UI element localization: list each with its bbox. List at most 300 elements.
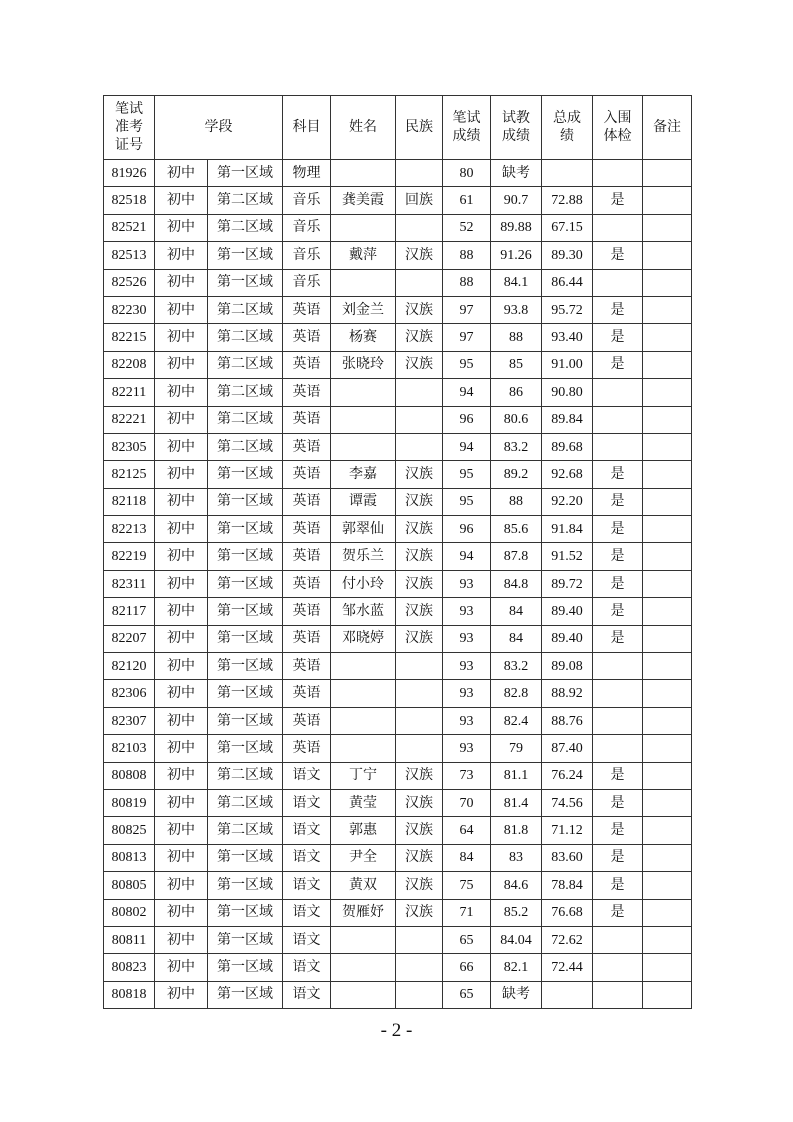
cell-exam-id: 82221: [104, 406, 155, 433]
table-row: [104, 762, 692, 789]
cell-ethnicity: 汉族: [396, 872, 443, 899]
cell-stage: 初中: [155, 735, 208, 762]
cell-notes: [643, 598, 692, 625]
cell-written-score: 95: [443, 461, 491, 488]
cell-shortlisted: 是: [593, 543, 643, 570]
cell-region: 第二区域: [208, 379, 283, 406]
cell-name: 杨赛: [331, 324, 396, 351]
cell-notes: [643, 379, 692, 406]
cell-trial-score: 88: [491, 488, 542, 515]
cell-shortlisted: [593, 954, 643, 981]
cell-written-score: 52: [443, 214, 491, 241]
cell-notes: [643, 680, 692, 707]
cell-total-score: 91.84: [542, 516, 593, 543]
cell-ethnicity: 汉族: [396, 516, 443, 543]
cell-stage: 初中: [155, 872, 208, 899]
cell-written-score: 94: [443, 379, 491, 406]
cell-written-score: 66: [443, 954, 491, 981]
cell-exam-id: 82125: [104, 461, 155, 488]
cell-total-score: 71.12: [542, 817, 593, 844]
cell-region: 第一区域: [208, 269, 283, 296]
cell-ethnicity: 汉族: [396, 488, 443, 515]
cell-total-score: [542, 160, 593, 187]
cell-subject: 物理: [283, 160, 331, 187]
cell-name: 黄莹: [331, 789, 396, 816]
cell-region: 第二区域: [208, 351, 283, 378]
cell-shortlisted: 是: [593, 461, 643, 488]
cell-exam-id: 82117: [104, 598, 155, 625]
cell-subject: 语文: [283, 762, 331, 789]
cell-subject: 英语: [283, 433, 331, 460]
cell-name: 贺雁妤: [331, 899, 396, 926]
cell-stage: 初中: [155, 817, 208, 844]
cell-region: 第一区域: [208, 461, 283, 488]
cell-name: [331, 735, 396, 762]
cell-total-score: 88.92: [542, 680, 593, 707]
cell-ethnicity: [396, 926, 443, 953]
cell-total-score: 78.84: [542, 872, 593, 899]
cell-subject: 音乐: [283, 269, 331, 296]
cell-subject: 英语: [283, 296, 331, 323]
cell-region: 第一区域: [208, 598, 283, 625]
cell-region: 第一区域: [208, 543, 283, 570]
cell-exam-id: 82230: [104, 296, 155, 323]
cell-region: 第二区域: [208, 762, 283, 789]
cell-total-score: 76.24: [542, 762, 593, 789]
cell-exam-id: 82211: [104, 379, 155, 406]
cell-exam-id: 81926: [104, 160, 155, 187]
cell-notes: [643, 899, 692, 926]
cell-stage: 初中: [155, 242, 208, 269]
table-row: [104, 187, 692, 214]
cell-total-score: 88.76: [542, 707, 593, 734]
cell-subject: 英语: [283, 598, 331, 625]
cell-region: 第一区域: [208, 625, 283, 652]
cell-exam-id: 82103: [104, 735, 155, 762]
cell-written-score: 93: [443, 653, 491, 680]
cell-shortlisted: 是: [593, 351, 643, 378]
cell-notes: [643, 981, 692, 1008]
cell-trial-score: 86: [491, 379, 542, 406]
cell-name: 付小玲: [331, 570, 396, 597]
cell-notes: [643, 707, 692, 734]
cell-written-score: 96: [443, 406, 491, 433]
cell-name: 谭霞: [331, 488, 396, 515]
cell-total-score: 89.68: [542, 433, 593, 460]
cell-shortlisted: 是: [593, 488, 643, 515]
cell-shortlisted: [593, 160, 643, 187]
cell-notes: [643, 214, 692, 241]
cell-trial-score: 91.26: [491, 242, 542, 269]
cell-written-score: 95: [443, 351, 491, 378]
table-row: [104, 625, 692, 652]
page-number: - 2 -: [380, 1020, 413, 1041]
cell-total-score: [542, 981, 593, 1008]
cell-shortlisted: 是: [593, 762, 643, 789]
cell-notes: [643, 872, 692, 899]
cell-stage: 初中: [155, 954, 208, 981]
cell-ethnicity: [396, 653, 443, 680]
cell-name: [331, 269, 396, 296]
cell-stage: 初中: [155, 488, 208, 515]
cell-stage: 初中: [155, 680, 208, 707]
cell-trial-score: 缺考: [491, 981, 542, 1008]
cell-trial-score: 87.8: [491, 543, 542, 570]
cell-trial-score: 85: [491, 351, 542, 378]
cell-subject: 音乐: [283, 187, 331, 214]
table-row: [104, 598, 692, 625]
cell-ethnicity: [396, 735, 443, 762]
cell-trial-score: 84.04: [491, 926, 542, 953]
header-shortlist-label: 入围体检: [603, 110, 632, 144]
cell-total-score: 74.56: [542, 789, 593, 816]
cell-shortlisted: 是: [593, 242, 643, 269]
cell-exam-id: 82526: [104, 269, 155, 296]
cell-notes: [643, 735, 692, 762]
cell-region: 第一区域: [208, 735, 283, 762]
cell-region: 第二区域: [208, 406, 283, 433]
cell-name: 张晓玲: [331, 351, 396, 378]
cell-ethnicity: [396, 160, 443, 187]
cell-total-score: 89.84: [542, 406, 593, 433]
cell-shortlisted: 是: [593, 296, 643, 323]
cell-notes: [643, 406, 692, 433]
cell-total-score: 89.08: [542, 653, 593, 680]
cell-name: 戴萍: [331, 242, 396, 269]
cell-written-score: 64: [443, 817, 491, 844]
cell-notes: [643, 433, 692, 460]
cell-stage: 初中: [155, 160, 208, 187]
cell-name: [331, 406, 396, 433]
cell-stage: 初中: [155, 899, 208, 926]
cell-ethnicity: 回族: [396, 187, 443, 214]
cell-name: [331, 160, 396, 187]
cell-trial-score: 85.6: [491, 516, 542, 543]
cell-notes: [643, 543, 692, 570]
cell-trial-score: 81.4: [491, 789, 542, 816]
cell-shortlisted: [593, 653, 643, 680]
table-row: [104, 872, 692, 899]
cell-subject: 语文: [283, 872, 331, 899]
header-written: [443, 96, 491, 160]
cell-region: 第二区域: [208, 296, 283, 323]
cell-shortlisted: 是: [593, 625, 643, 652]
cell-region: 第一区域: [208, 954, 283, 981]
cell-name: [331, 214, 396, 241]
cell-ethnicity: 汉族: [396, 625, 443, 652]
cell-exam-id: 82208: [104, 351, 155, 378]
cell-shortlisted: [593, 926, 643, 953]
cell-stage: 初中: [155, 707, 208, 734]
cell-trial-score: 85.2: [491, 899, 542, 926]
cell-exam-id: 82215: [104, 324, 155, 351]
cell-notes: [643, 160, 692, 187]
cell-name: [331, 653, 396, 680]
cell-ethnicity: 汉族: [396, 598, 443, 625]
cell-total-score: 67.15: [542, 214, 593, 241]
cell-shortlisted: [593, 406, 643, 433]
table-row: [104, 214, 692, 241]
results-table: [103, 95, 692, 1009]
cell-shortlisted: [593, 735, 643, 762]
cell-shortlisted: 是: [593, 899, 643, 926]
cell-subject: 英语: [283, 351, 331, 378]
cell-total-score: 92.68: [542, 461, 593, 488]
cell-exam-id: 80811: [104, 926, 155, 953]
cell-trial-score: 83.2: [491, 653, 542, 680]
table-row: [104, 379, 692, 406]
cell-region: 第一区域: [208, 872, 283, 899]
cell-name: 李嘉: [331, 461, 396, 488]
cell-stage: 初中: [155, 406, 208, 433]
cell-trial-score: 84.8: [491, 570, 542, 597]
table-row: [104, 817, 692, 844]
cell-ethnicity: 汉族: [396, 461, 443, 488]
cell-stage: 初中: [155, 324, 208, 351]
cell-name: 丁宁: [331, 762, 396, 789]
cell-stage: 初中: [155, 269, 208, 296]
cell-written-score: 95: [443, 488, 491, 515]
cell-total-score: 93.40: [542, 324, 593, 351]
header-stage: 学段: [155, 96, 283, 160]
cell-written-score: 80: [443, 160, 491, 187]
cell-name: 贺乐兰: [331, 543, 396, 570]
cell-region: 第一区域: [208, 242, 283, 269]
cell-ethnicity: [396, 406, 443, 433]
cell-exam-id: 82213: [104, 516, 155, 543]
cell-total-score: 95.72: [542, 296, 593, 323]
cell-exam-id: 82311: [104, 570, 155, 597]
cell-shortlisted: [593, 433, 643, 460]
cell-stage: 初中: [155, 926, 208, 953]
cell-total-score: 91.00: [542, 351, 593, 378]
cell-stage: 初中: [155, 516, 208, 543]
table-row: [104, 351, 692, 378]
header-row: [104, 96, 692, 160]
cell-name: 郭惠: [331, 817, 396, 844]
header-subject: 科目: [283, 96, 331, 160]
cell-written-score: 61: [443, 187, 491, 214]
cell-ethnicity: 汉族: [396, 762, 443, 789]
cell-exam-id: 80819: [104, 789, 155, 816]
cell-ethnicity: 汉族: [396, 844, 443, 871]
header-written-label: 笔试成绩: [452, 110, 481, 144]
cell-total-score: 87.40: [542, 735, 593, 762]
cell-exam-id: 80818: [104, 981, 155, 1008]
cell-shortlisted: 是: [593, 789, 643, 816]
cell-trial-score: 82.8: [491, 680, 542, 707]
cell-stage: 初中: [155, 789, 208, 816]
cell-ethnicity: [396, 707, 443, 734]
cell-notes: [643, 570, 692, 597]
cell-written-score: 88: [443, 269, 491, 296]
cell-region: 第二区域: [208, 817, 283, 844]
cell-ethnicity: 汉族: [396, 296, 443, 323]
cell-subject: 音乐: [283, 214, 331, 241]
cell-written-score: 93: [443, 707, 491, 734]
cell-written-score: 73: [443, 762, 491, 789]
cell-name: [331, 433, 396, 460]
cell-shortlisted: 是: [593, 872, 643, 899]
cell-total-score: 72.62: [542, 926, 593, 953]
cell-notes: [643, 653, 692, 680]
cell-notes: [643, 488, 692, 515]
cell-subject: 英语: [283, 543, 331, 570]
header-trial: [491, 96, 542, 160]
cell-ethnicity: 汉族: [396, 324, 443, 351]
table-row: [104, 981, 692, 1008]
cell-name: [331, 707, 396, 734]
cell-shortlisted: 是: [593, 598, 643, 625]
cell-total-score: 89.40: [542, 625, 593, 652]
cell-subject: 语文: [283, 926, 331, 953]
cell-exam-id: 82521: [104, 214, 155, 241]
cell-total-score: 86.44: [542, 269, 593, 296]
cell-subject: 英语: [283, 379, 331, 406]
cell-written-score: 93: [443, 570, 491, 597]
cell-name: 黄双: [331, 872, 396, 899]
cell-subject: 语文: [283, 844, 331, 871]
header-ethnicity: 民族: [396, 96, 443, 160]
cell-region: 第一区域: [208, 899, 283, 926]
table-row: [104, 680, 692, 707]
cell-trial-score: 89.2: [491, 461, 542, 488]
cell-notes: [643, 762, 692, 789]
cell-shortlisted: [593, 680, 643, 707]
cell-trial-score: 83: [491, 844, 542, 871]
cell-exam-id: 80802: [104, 899, 155, 926]
cell-written-score: 65: [443, 926, 491, 953]
table-row: [104, 570, 692, 597]
cell-total-score: 92.20: [542, 488, 593, 515]
cell-subject: 英语: [283, 461, 331, 488]
cell-exam-id: 82120: [104, 653, 155, 680]
cell-subject: 英语: [283, 516, 331, 543]
cell-subject: 音乐: [283, 242, 331, 269]
cell-shortlisted: 是: [593, 844, 643, 871]
cell-stage: 初中: [155, 379, 208, 406]
cell-stage: 初中: [155, 543, 208, 570]
table-row: [104, 707, 692, 734]
cell-exam-id: 80805: [104, 872, 155, 899]
cell-trial-score: 93.8: [491, 296, 542, 323]
header-total-label: 总成绩: [553, 110, 581, 144]
cell-ethnicity: [396, 433, 443, 460]
cell-trial-score: 88: [491, 324, 542, 351]
cell-written-score: 94: [443, 543, 491, 570]
cell-stage: 初中: [155, 461, 208, 488]
cell-notes: [643, 461, 692, 488]
table-row: [104, 516, 692, 543]
cell-name: [331, 926, 396, 953]
cell-total-score: 89.30: [542, 242, 593, 269]
cell-ethnicity: 汉族: [396, 351, 443, 378]
cell-trial-score: 84: [491, 598, 542, 625]
cell-subject: 英语: [283, 324, 331, 351]
cell-ethnicity: [396, 214, 443, 241]
cell-total-score: 89.72: [542, 570, 593, 597]
cell-written-score: 94: [443, 433, 491, 460]
cell-notes: [643, 844, 692, 871]
cell-trial-score: 82.4: [491, 707, 542, 734]
cell-ethnicity: [396, 379, 443, 406]
cell-shortlisted: 是: [593, 817, 643, 844]
cell-ethnicity: [396, 954, 443, 981]
cell-name: [331, 981, 396, 1008]
cell-exam-id: 82207: [104, 625, 155, 652]
cell-shortlisted: [593, 214, 643, 241]
cell-shortlisted: 是: [593, 187, 643, 214]
cell-subject: 语文: [283, 789, 331, 816]
cell-stage: 初中: [155, 653, 208, 680]
cell-notes: [643, 242, 692, 269]
cell-region: 第二区域: [208, 433, 283, 460]
cell-name: [331, 680, 396, 707]
cell-ethnicity: [396, 981, 443, 1008]
cell-shortlisted: [593, 269, 643, 296]
table-row: [104, 653, 692, 680]
cell-shortlisted: [593, 707, 643, 734]
cell-name: 邓晓婷: [331, 625, 396, 652]
table-row: [104, 461, 692, 488]
table-row: [104, 269, 692, 296]
cell-exam-id: 80808: [104, 762, 155, 789]
table-row: [104, 433, 692, 460]
cell-region: 第二区域: [208, 187, 283, 214]
cell-subject: 英语: [283, 488, 331, 515]
cell-region: 第一区域: [208, 570, 283, 597]
cell-ethnicity: 汉族: [396, 543, 443, 570]
cell-name: 郭翠仙: [331, 516, 396, 543]
cell-trial-score: 缺考: [491, 160, 542, 187]
cell-subject: 英语: [283, 735, 331, 762]
table-row: [104, 954, 692, 981]
cell-written-score: 97: [443, 324, 491, 351]
cell-total-score: 72.44: [542, 954, 593, 981]
cell-name: 尹全: [331, 844, 396, 871]
cell-name: 刘金兰: [331, 296, 396, 323]
cell-subject: 语文: [283, 899, 331, 926]
header-notes: 备注: [643, 96, 692, 160]
cell-notes: [643, 926, 692, 953]
cell-subject: 英语: [283, 707, 331, 734]
cell-region: 第一区域: [208, 926, 283, 953]
table-row: [104, 296, 692, 323]
cell-stage: 初中: [155, 598, 208, 625]
cell-trial-score: 81.8: [491, 817, 542, 844]
cell-stage: 初中: [155, 296, 208, 323]
table-row: [104, 242, 692, 269]
cell-region: 第一区域: [208, 844, 283, 871]
cell-trial-score: 80.6: [491, 406, 542, 433]
cell-shortlisted: [593, 379, 643, 406]
cell-written-score: 88: [443, 242, 491, 269]
cell-stage: 初中: [155, 187, 208, 214]
table-row: [104, 406, 692, 433]
cell-notes: [643, 187, 692, 214]
cell-subject: 英语: [283, 680, 331, 707]
cell-exam-id: 82118: [104, 488, 155, 515]
cell-total-score: 89.40: [542, 598, 593, 625]
cell-ethnicity: [396, 680, 443, 707]
cell-exam-id: 80825: [104, 817, 155, 844]
cell-total-score: 90.80: [542, 379, 593, 406]
cell-shortlisted: 是: [593, 324, 643, 351]
cell-region: 第二区域: [208, 214, 283, 241]
cell-trial-score: 84.1: [491, 269, 542, 296]
cell-stage: 初中: [155, 981, 208, 1008]
cell-written-score: 93: [443, 680, 491, 707]
